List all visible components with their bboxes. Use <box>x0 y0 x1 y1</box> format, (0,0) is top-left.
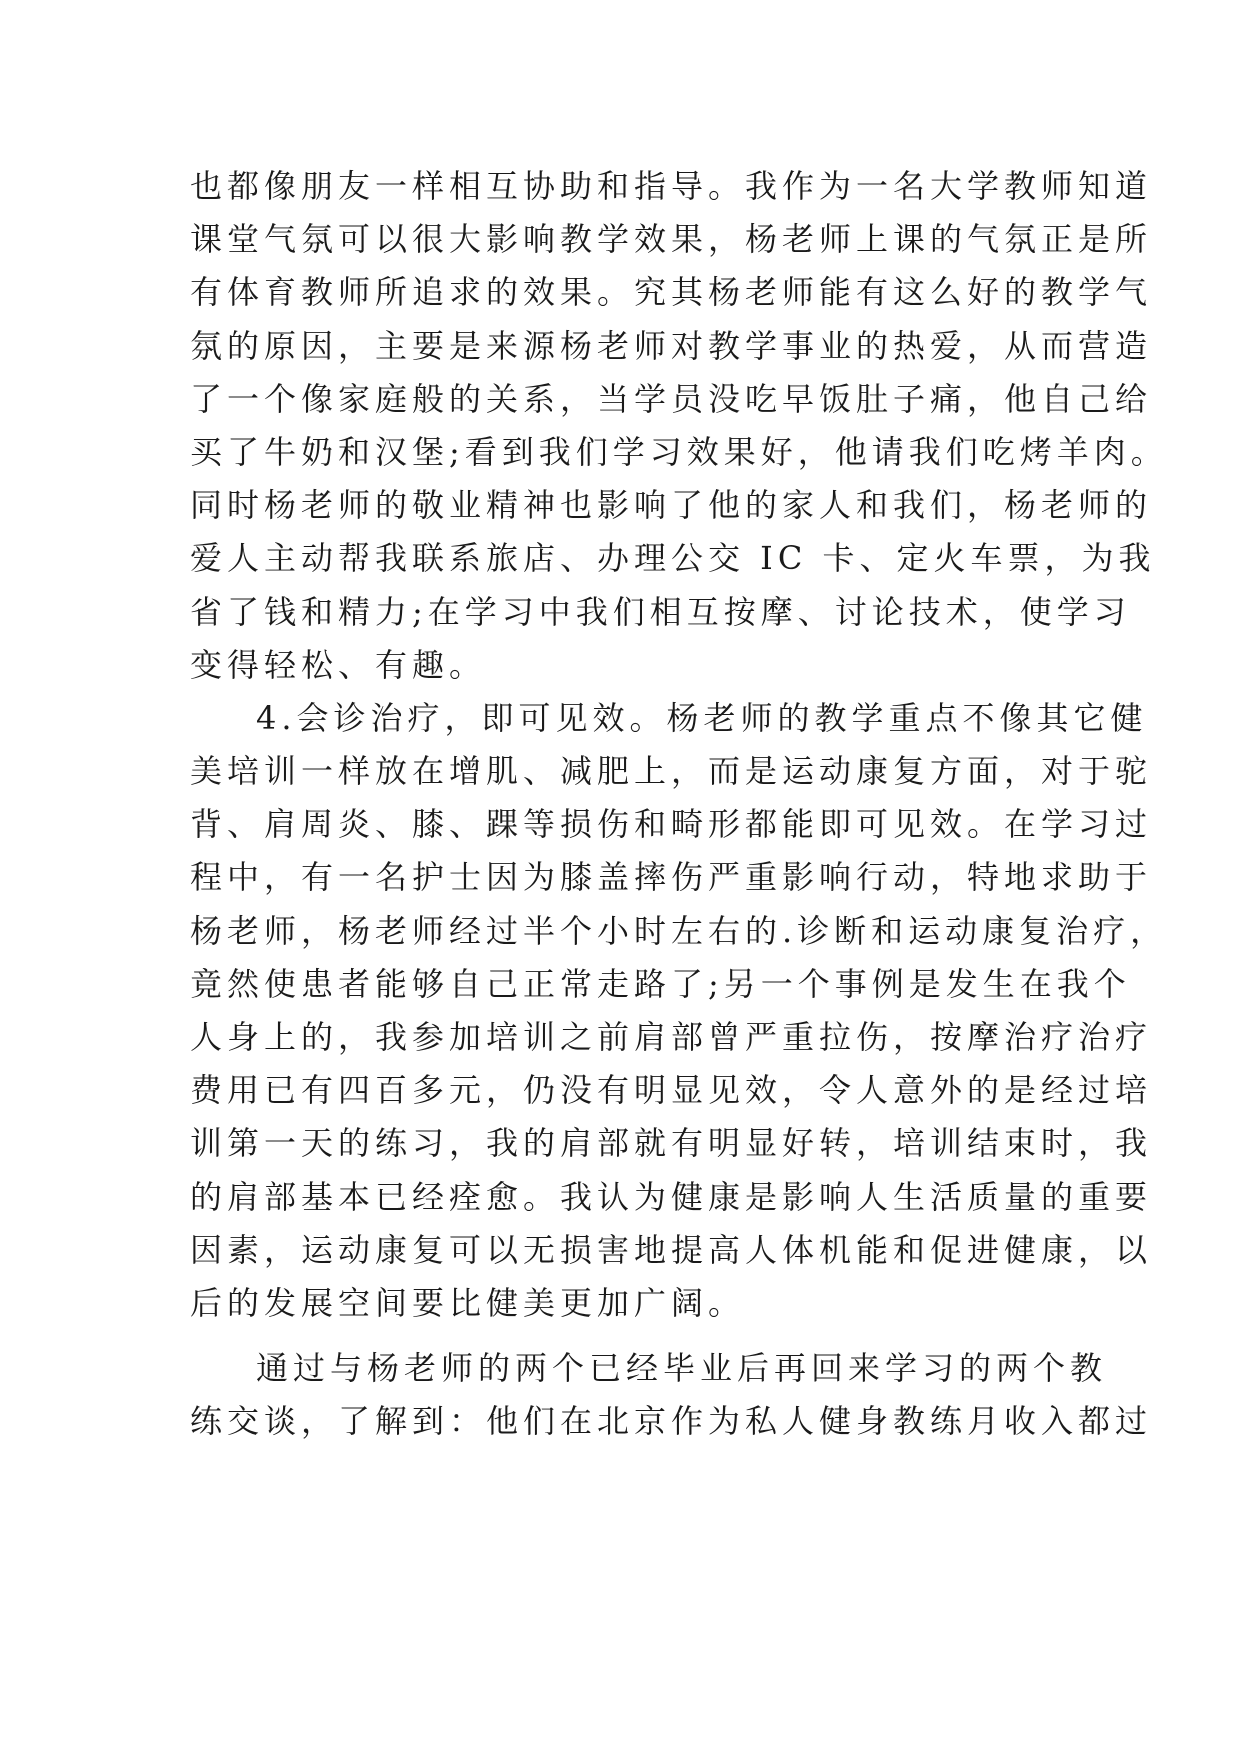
text-line: 氛的原因，主要是来源杨老师对教学事业的热爱，从而营造 <box>190 326 1153 365</box>
text-line: 也都像朋友一样相互协助和指导。我作为一名大学教师知道 <box>190 167 1153 205</box>
text-line: 竟然使患者能够自己正常走路了;另一个事例是发生在我个 <box>190 964 1131 1003</box>
text-line: 省了钱和精力;在学习中我们相互按摩、讨论技术，使学习 <box>190 592 1131 631</box>
text-line: 杨老师，杨老师经过半个小时左右的.诊断和运动康复治疗， <box>190 911 1168 950</box>
text-line: 同时杨老师的敬业精神也影响了他的家人和我们，杨老师的 <box>190 486 1153 525</box>
text-line: 变得轻松、有趣。 <box>190 645 487 684</box>
text-line: 费用已有四百多元，仍没有明显见效，令人意外的是经过培 <box>190 1071 1153 1110</box>
text-line: 有体育教师所追求的效果。究其杨老师能有这么好的教学气 <box>190 273 1153 312</box>
paragraph-last <box>190 1342 1153 1448</box>
text-line: 的肩部基本已经痊愈。我认为健康是影响人生活质量的重要 <box>190 1177 1153 1216</box>
text-line: 后的发展空间要比健美更加广阔。 <box>190 1283 746 1322</box>
paragraph-continued <box>190 160 1168 692</box>
document-body <box>190 160 1168 1449</box>
text-line: 训第一天的练习，我的肩部就有明显好转，培训结束时，我 <box>190 1124 1153 1163</box>
text-line: 了一个像家庭般的关系，当学员没吃早饭肚子痛，他自己给 <box>190 379 1153 418</box>
text-line: 人身上的，我参加培训之前肩部曾严重拉伤，按摩治疗治疗 <box>190 1018 1153 1056</box>
text-line: 通过与杨老师的两个已经毕业后再回来学习的两个教 <box>256 1349 1108 1388</box>
text-line: 买了牛奶和汉堡;看到我们学习效果好，他请我们吃烤羊肉。 <box>190 432 1168 471</box>
text-line: 背、肩周炎、膝、踝等损伤和畸形都能即可见效。在学习过 <box>190 805 1153 844</box>
text-line: 练交谈，了解到：他们在北京作为私人健身教练月收入都过 <box>190 1402 1153 1441</box>
text-line: 4.会诊治疗，即可见效。杨老师的教学重点不像其它健 <box>256 698 1148 737</box>
text-line: 课堂气氛可以很大影响教学效果，杨老师上课的气氛正是所 <box>190 220 1153 259</box>
text-line: 爱人主动帮我联系旅店、办理公交 IC 卡、定火车票，为我 <box>190 539 1156 578</box>
paragraph-4 <box>190 692 1168 1330</box>
text-line: 程中，有一名护士因为膝盖摔伤严重影响行动，特地求助于 <box>190 858 1153 897</box>
text-line: 美培训一样放在增肌、减肥上，而是运动康复方面，对于驼 <box>190 752 1153 791</box>
text-line: 因素，运动康复可以无损害地提高人体机能和促进健康，以 <box>190 1230 1153 1269</box>
paragraph-gap <box>190 1330 1060 1342</box>
